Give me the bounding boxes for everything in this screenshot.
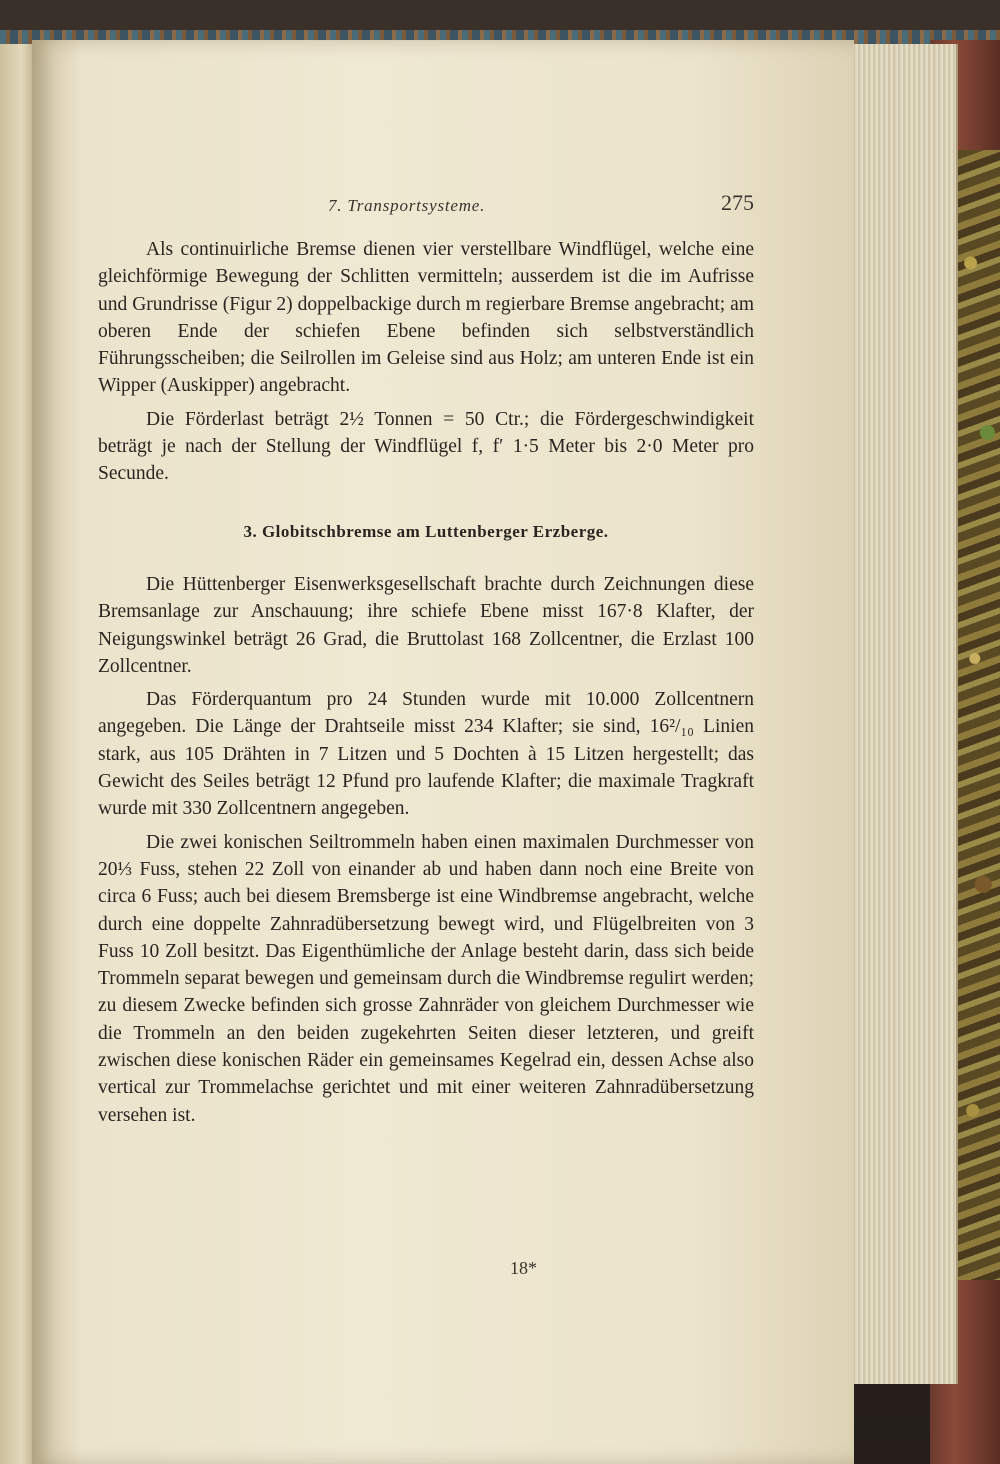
marbled-endpaper	[958, 150, 1000, 1280]
running-head: 7. Transportsysteme.	[328, 196, 486, 215]
page-block-edges	[846, 44, 958, 1384]
paragraph-4: Das Förderquantum pro 24 Stunden wurde mit 10.000 Zollcentnern angegeben. Die Länge der Drahtseile misst 234 Klafter; sie sind, 16²/₁₀ Linien stark, aus 105 Drähten in 7 Litzen und 5 Dochten à 15 Litzen hergestellt; das Gewicht des Seiles beträgt 12 Pfund pro laufende Klafter; die maximale Tragkraft wurde mit 330 Zollcentnern angegeben.	[98, 689, 754, 820]
page-header	[98, 190, 754, 224]
paragraph-2: Die Förderlast beträgt 2½ Tonnen = 50 Ctr.; die Fördergeschwindigkeit beträgt je nach der Stellung der Windflügel f, f′ 1·5 Meter bis 2·0 Meter pro Secunde.	[98, 408, 754, 485]
paragraph-3: Die Hüttenberger Eisenwerksgesellschaft brachte durch Zeichnungen diese Bremsanlage zur Anschauung; ihre schiefe Ebene misst 167·8 Klafter, der Neigungswinkel beträgt 26 Grad, die Bruttolast 168 Zollcentner, die Erzlast 100 Zollcentner.	[98, 573, 754, 677]
page-text	[98, 190, 754, 1129]
paragraph-1: Als continuirliche Bremse dienen vier verstellbare Windflügel, welche eine gleichförmige Bewegung der Schlitten vermitteln; ausserdem ist die im Aufrisse und Grundrisse (Figur 2) doppelbackige durch m regierbare Bremse angebracht; am oberen Ende der schiefen Ebene befinden sich selbstverständlich Führungsscheiben; die Seilrollen im Geleise sind aus Holz; am unteren Ende ist ein Wipper (Auskipper) angebracht.	[98, 239, 754, 397]
book-page	[32, 40, 854, 1464]
paragraph-5: Die zwei konischen Seiltrommeln haben einen maximalen Durchmesser von 20⅓ Fuss, stehen 22 Zoll von einander ab und haben dann noch eine Breite von circa 6 Fuss; auch bei diesem Bremsberge ist eine Windbremse angebracht, welche durch eine doppelte Zahnradübersetzung bewegt wird, und Flügelbreiten von 3 Fuss 10 Zoll besitzt. Das Eigenthümliche der Anlage besteht darin, dass sich beide Trommeln separat bewegen und gemeinsam durch die Windbremse regulirt werden; zu diesem Zwecke befinden sich grosse Zahnräder von gleichem Durchmesser wie die Trommeln an den beiden zugekehrten Seiten dieser letzteren, und greift zwischen diese konischen Räder ein gemeinsames Kegelrad ein, dessen Achse also vertical zur Trommelachse gerichtet und mit einer weiteren Zahnradübersetzung versehen ist.	[98, 831, 754, 1126]
signature-mark: 18*	[510, 1258, 537, 1278]
section-heading: 3. Globitschbremse am Luttenberger Erzberge.	[243, 521, 609, 541]
page-number: 275	[721, 190, 754, 215]
left-page-edge	[0, 44, 36, 1464]
